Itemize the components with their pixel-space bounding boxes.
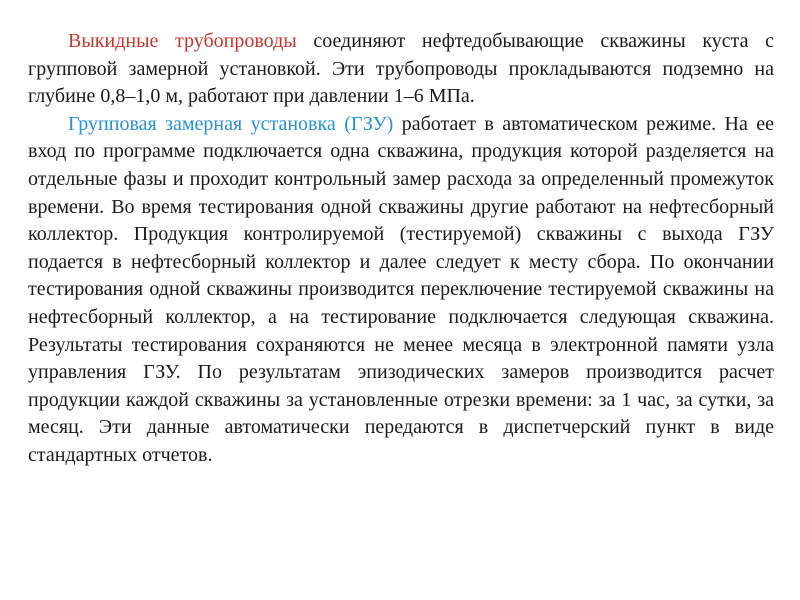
term-group-metering-unit: Групповая замерная установка (ГЗУ) bbox=[68, 112, 394, 135]
term-flowlines: Выкидные трубопроводы bbox=[68, 30, 297, 52]
paragraph-pipelines-text: соединяют нефтедобывающие скважины куста с групповой замерной установкой. Эти трубопроводы прокладываются подземно на глубине 0,8–1,0 м, работают при давлении 1–6 МПа. bbox=[28, 30, 775, 108]
paragraph-metering-unit-text: работает в автоматическом режиме. На ее вход по программе подключается одна скважина, продукция которой разделяется на отдельные фазы и проходит контрольный замер расхода за определенный промежуток времени. Во время тестирования одной скважины другие работают на нефтесборный коллектор. Продукция контролируемой (тестируемой) скважины с выхода ГЗУ подается в нефтесборный коллектор и далее следует к месту сбора. По окончании тестирования одной скважины производится переключение тестируемой скважины на нефтесборный коллектор, а на тестирование подключается следующая скважина. Результаты тестирования сохраняются не менее месяца в электронной памяти узла управления ГЗУ. По результатам эпизодических замеров производится расчет продукции каждой скважины за установленные отрезки времени: за 1 час, за сутки, за месяц. Эти данные автоматически передаются в диспетчерский пункт в виде стандартных отчетов. bbox=[28, 112, 775, 466]
paragraph-pipelines bbox=[28, 28, 774, 111]
paragraph-metering-unit bbox=[28, 111, 774, 470]
